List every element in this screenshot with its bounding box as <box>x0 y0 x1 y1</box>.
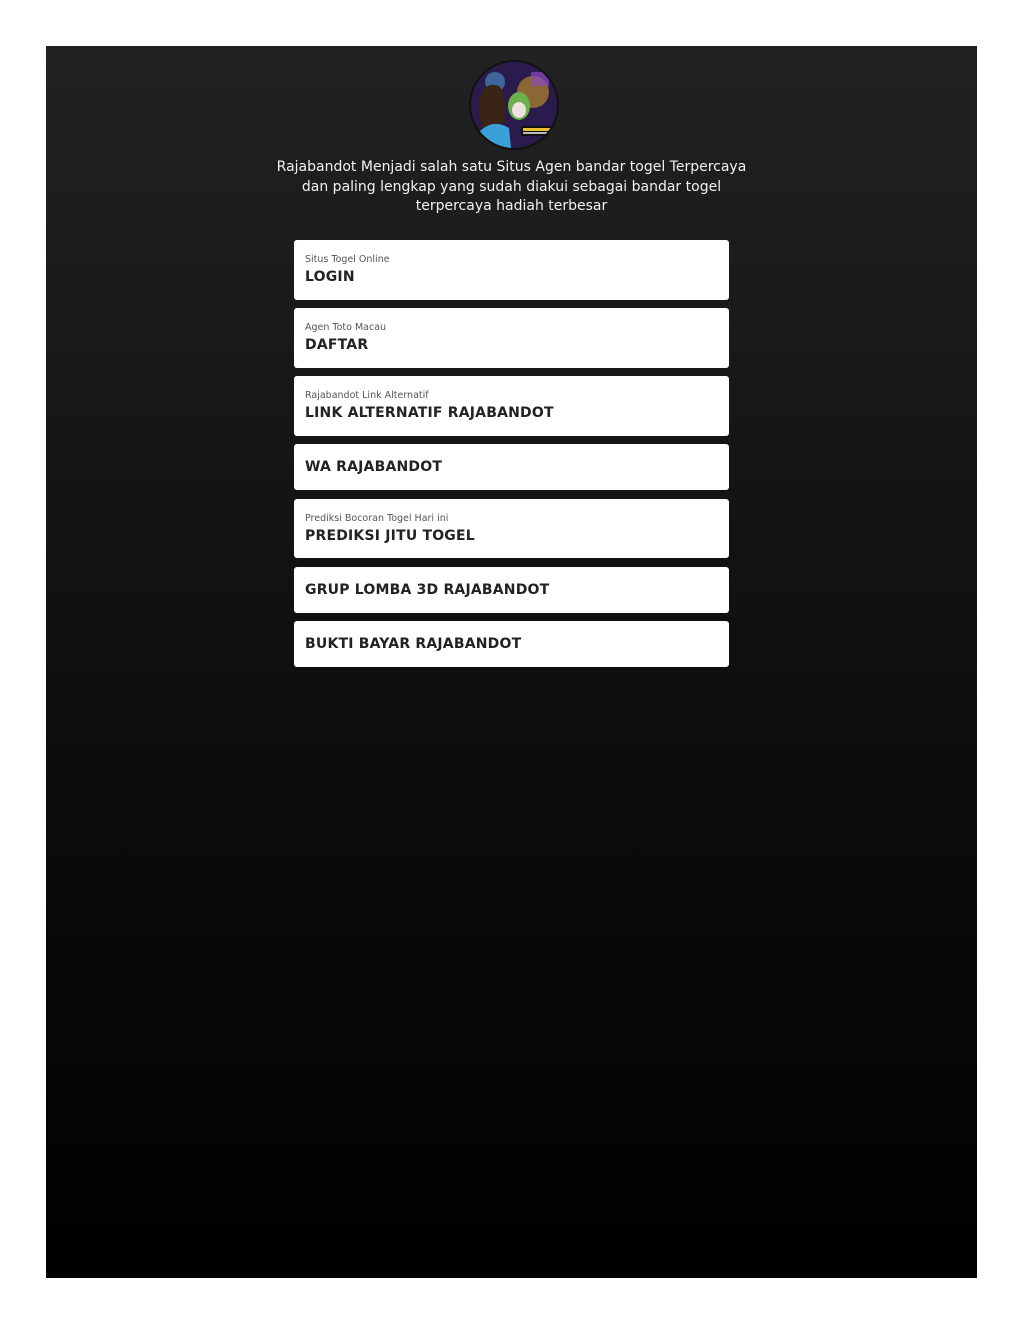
avatar-image <box>471 62 557 148</box>
site-tagline: Rajabandot Menjadi salah satu Situs Agen bandar togel Terpercaya dan paling lengkap yang sudah diakui sebagai bandar togel terpercaya hadiah terbesar <box>276 159 747 214</box>
link-title: LOGIN <box>305 269 355 285</box>
link-title: GRUP LOMBA 3D RAJABANDOT <box>305 581 550 598</box>
profile-avatar <box>469 60 559 150</box>
link-title: BUKTI BAYAR RAJABANDOT <box>305 636 522 652</box>
whatsapp-link-button[interactable] <box>294 444 729 490</box>
login-link-button[interactable] <box>294 240 729 300</box>
link-page <box>46 46 977 1278</box>
link-title: LINK ALTERNATIF RAJABANDOT <box>305 405 554 421</box>
prediction-link-button[interactable] <box>294 499 729 559</box>
link-title: DAFTAR <box>305 337 369 353</box>
link-title: WA RAJABANDOT <box>305 459 443 475</box>
link-title: PREDIKSI JITU TOGEL <box>305 527 475 544</box>
payment-proof-link-button[interactable] <box>294 621 729 667</box>
link-list <box>294 240 729 676</box>
link-subtitle: Agen Toto Macau <box>305 322 387 333</box>
daftar-link-button[interactable] <box>294 308 729 368</box>
link-subtitle: Situs Togel Online <box>305 254 390 265</box>
group-3d-link-button[interactable] <box>294 567 729 613</box>
link-subtitle: Prediksi Bocoran Togel Hari ini <box>305 512 449 524</box>
link-subtitle: Rajabandot Link Alternatif <box>305 390 429 401</box>
alternative-link-button[interactable] <box>294 376 729 436</box>
